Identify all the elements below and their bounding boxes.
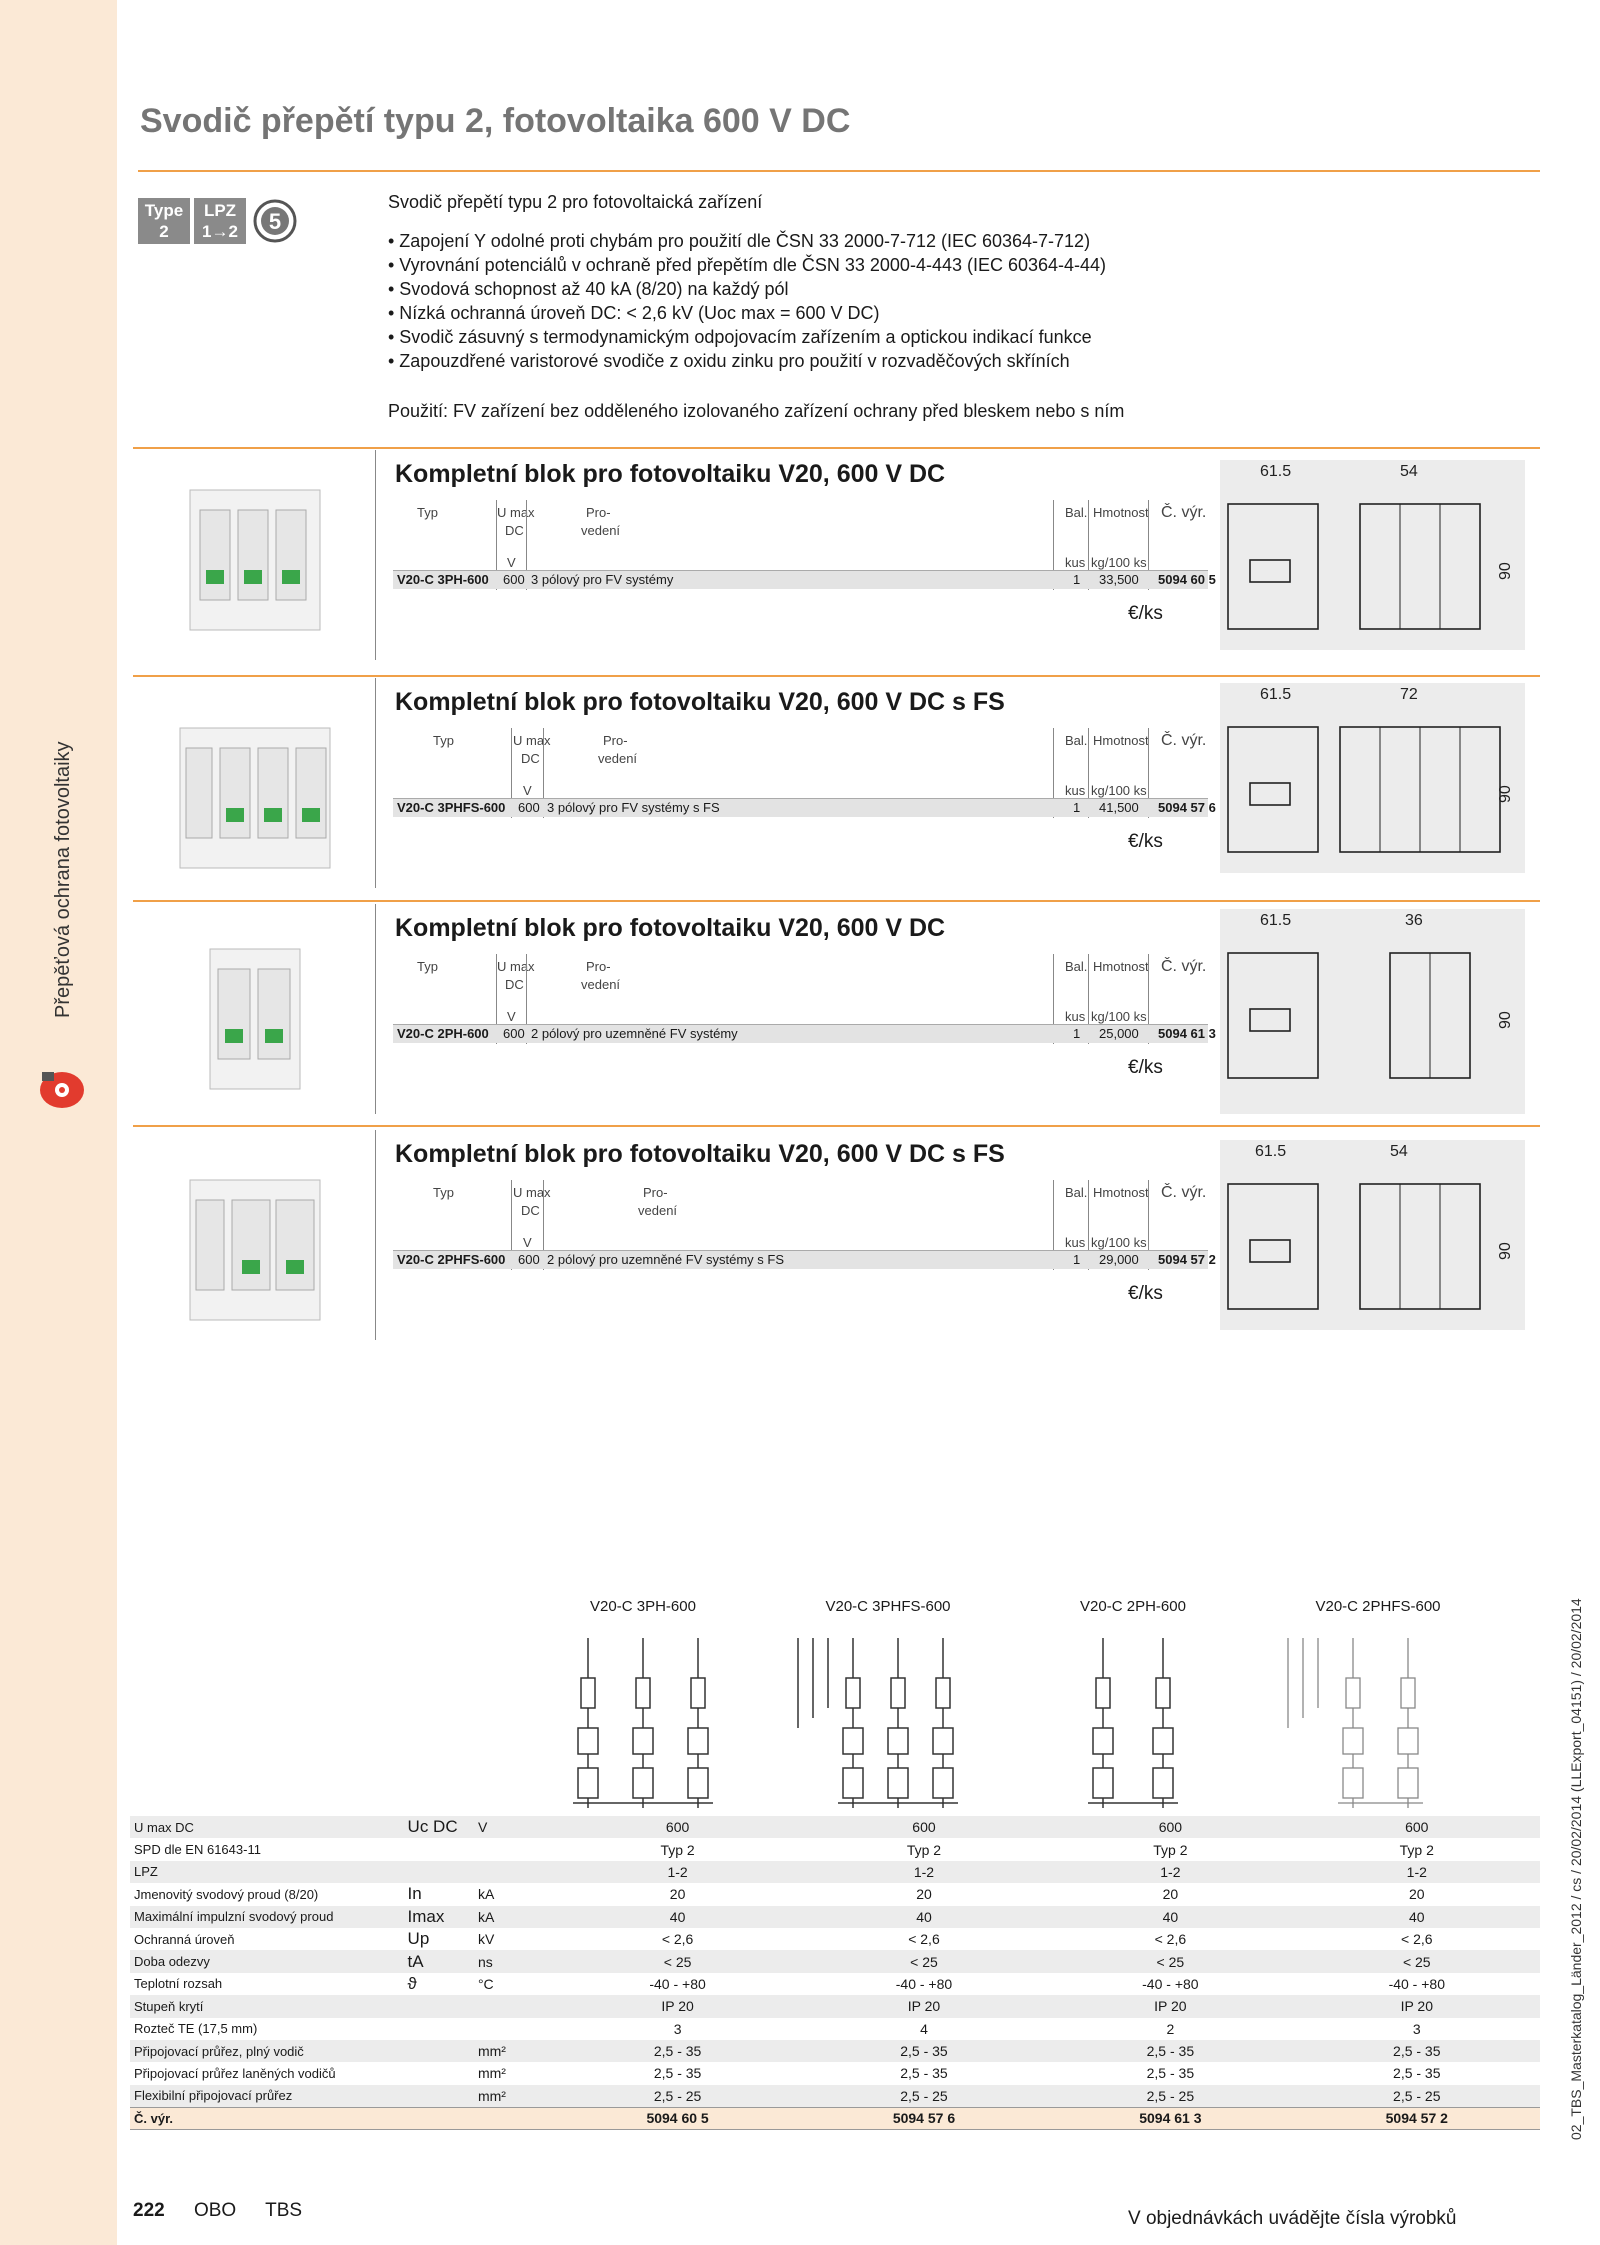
block-divider (375, 904, 376, 1114)
tech-unit: mm² (474, 2085, 554, 2107)
tech-value: 2,5 - 35 (1047, 2040, 1293, 2062)
spec-row (393, 1250, 1216, 1269)
type-badge-label: Type (144, 201, 184, 220)
row-type: V20-C 3PHFS-600 (397, 800, 506, 815)
price-unit: €/ks (1128, 1057, 1163, 1078)
tech-symbol (404, 2040, 474, 2062)
tech-value: Typ 2 (1153, 1841, 1188, 1858)
tech-unit (474, 1861, 554, 1883)
tech-value: 600 (1047, 1816, 1293, 1838)
tech-value: 2,5 - 35 (1146, 2065, 1195, 2082)
dimension-drawing (1220, 909, 1525, 1114)
tech-value: -40 - +80 (1388, 1975, 1445, 1992)
row-pack: 1 (1073, 1252, 1081, 1267)
tech-symbol: ϑ (407, 1973, 417, 1993)
side-strip (0, 0, 117, 2245)
intro-bullet: • Svodová schopnost až 40 kA (8/20) na každý pól (388, 279, 789, 299)
intro-bullet: • Vyrovnání potenciálů v ochraně před přepětím dle ČSN 33 2000-4-443 (IEC 60364-4-44) (388, 255, 1107, 275)
col-prov-2: vedení (581, 523, 621, 538)
col-prov: Pro- (603, 733, 628, 748)
schematic-title: V20-C 3PH-600 (590, 1598, 696, 1615)
footer-note: V objednávkách uvádějte čísla výrobků (1128, 2208, 1457, 2229)
tech-unit: V (474, 1816, 554, 1838)
col-umax: U max (497, 505, 535, 520)
row-weight: 29,000 (1099, 1252, 1139, 1267)
tech-unit: kA (474, 1906, 554, 1928)
spec-row (393, 570, 1216, 589)
tech-unit: mm² (477, 2065, 506, 2082)
dimension-drawing (1220, 683, 1525, 873)
row-type: V20-C 3PH-600 (397, 572, 489, 587)
dim-width: 54 (1390, 1143, 1408, 1160)
tech-value: IP 20 (801, 1995, 1047, 2017)
dim-width: 36 (1405, 912, 1423, 929)
tech-value: 2,5 - 35 (554, 2040, 800, 2062)
row-type: V20-C 2PH-600 (397, 1026, 489, 1041)
col-bal-unit: kus (1065, 1235, 1086, 1250)
row-design: 3 pólový pro FV systémy s FS (547, 800, 720, 815)
tech-value: 5094 57 6 (801, 2107, 1047, 2129)
tech-value: 600 (1294, 1816, 1540, 1838)
tech-value: 40 (801, 1906, 1047, 1928)
row-pack: 1 (1073, 800, 1081, 815)
tech-value: < 25 (554, 1950, 800, 1972)
tech-value: 2,5 - 35 (900, 2065, 948, 2082)
col-umax: U max (513, 733, 551, 748)
col-code: Č. výr. (1161, 958, 1207, 975)
tech-row (130, 1861, 1540, 1883)
product-rule (133, 675, 1540, 677)
tech-label: LPZ (130, 1861, 404, 1883)
dimension-drawing (1220, 460, 1525, 650)
tech-value: 600 (801, 1816, 1047, 1838)
row-design: 2 pólový pro uzemněné FV systémy (531, 1026, 738, 1041)
tech-value: -40 - +80 (1142, 1975, 1199, 1992)
block-divider (375, 450, 376, 660)
col-umax-unit: V (507, 1009, 516, 1024)
lpz-badge-label: LPZ (203, 201, 237, 220)
col-umax: U max (497, 959, 535, 974)
tech-value: 1-2 (554, 1861, 800, 1883)
product-photo (170, 708, 338, 884)
tech-row (130, 1883, 1540, 1905)
tech-value: IP 20 (1047, 1995, 1293, 2017)
dim-width: 54 (1400, 463, 1418, 480)
row-umax: 600 (518, 800, 540, 815)
dim-depth: 61.5 (1260, 686, 1292, 703)
tech-value: < 25 (1047, 1950, 1293, 1972)
row-weight: 25,000 (1099, 1026, 1139, 1041)
tech-value: < 2,6 (1401, 1931, 1433, 1948)
row-pack: 1 (1073, 572, 1081, 587)
footer (133, 2200, 326, 2222)
tech-row (130, 2062, 1540, 2084)
tech-unit (474, 1995, 554, 2017)
row-design: 3 pólový pro FV systémy (531, 572, 674, 587)
col-umax-unit: V (523, 783, 532, 798)
col-prov-2: vedení (581, 977, 621, 992)
tech-row (130, 1838, 1540, 1860)
tech-value: 20 (669, 1886, 686, 1903)
dimension-drawing (1220, 1140, 1525, 1330)
schematic-headers (130, 1598, 1540, 1818)
badges (138, 198, 300, 244)
tech-row (130, 1995, 1540, 2017)
page-number: 222 (133, 2200, 165, 2221)
tech-value: 4 (920, 2020, 928, 2037)
tech-row (130, 2040, 1540, 2062)
tech-label: Flexibilní připojovací průřez (130, 2085, 404, 2107)
col-bal: Bal. (1065, 505, 1088, 520)
tech-row (130, 2085, 1540, 2107)
col-weight-unit: kg/100 ks (1091, 555, 1147, 570)
product-block (375, 460, 1540, 670)
tech-value: < 2,6 (908, 1931, 940, 1948)
col-typ: Typ (417, 959, 438, 974)
tech-value: 2,5 - 25 (1294, 2085, 1540, 2107)
tech-label: SPD dle EN 61643-11 (134, 1842, 261, 1858)
spec-row (393, 1024, 1216, 1043)
tech-value: 5094 57 2 (1294, 2107, 1540, 2129)
row-umax: 600 (503, 1026, 525, 1041)
col-prov: Pro- (586, 505, 611, 520)
schematic-title: V20-C 3PHFS-600 (825, 1598, 951, 1615)
col-code: Č. výr. (1161, 1184, 1207, 1201)
tech-value: Typ 2 (906, 1841, 942, 1858)
tech-row (130, 2018, 1540, 2040)
product-block (375, 914, 1540, 1124)
tech-value: < 2,6 (661, 1931, 694, 1948)
row-code: 5094 61 3 (1158, 1026, 1216, 1041)
tech-value: 2,5 - 35 (1294, 2040, 1540, 2062)
tech-value: 20 (1162, 1886, 1179, 1903)
col-prov-2: vedení (638, 1203, 678, 1218)
col-typ: Typ (417, 505, 438, 520)
tech-symbol (404, 1861, 474, 1883)
tech-value: 1-2 (801, 1861, 1047, 1883)
tech-value: < 25 (801, 1950, 1047, 1972)
tech-unit: kA (477, 1886, 495, 1903)
schematic-title: V20-C 2PHFS-600 (1315, 1598, 1441, 1615)
tech-symbol: Uc DC (404, 1816, 474, 1838)
tech-value: 20 (916, 1886, 932, 1903)
tech-unit (474, 2107, 554, 2129)
tech-value: 5094 61 3 (1047, 2107, 1293, 2129)
tech-value: Typ 2 (1399, 1841, 1434, 1858)
tech-row (130, 1950, 1540, 1972)
tech-label: Jmenovitý svodový proud (8/20) (134, 1886, 319, 1902)
col-umax-dc: DC (505, 977, 524, 992)
tech-unit: °C (477, 1975, 494, 1992)
col-weight: Hmotnost (1093, 959, 1149, 974)
col-prov-2: vedení (598, 751, 638, 766)
intro-bullet: • Zapouzdřené varistorové svodiče z oxidu zinku pro použití v rozvaděčových skříních (388, 351, 1070, 371)
col-weight-unit: kg/100 ks (1091, 783, 1147, 798)
intro-bullet: • Svodič zásuvný s termodynamickým odpojovacím zařízením a optickou indikací funkce (388, 327, 1092, 347)
tech-value: Typ 2 (660, 1841, 695, 1858)
col-weight: Hmotnost (1093, 1185, 1149, 1200)
product-photo (170, 470, 338, 646)
col-umax-unit: V (507, 555, 516, 570)
tech-unit: kV (477, 1931, 495, 1948)
tech-row (130, 1816, 1540, 1838)
tech-symbol: Imax (404, 1906, 474, 1928)
tech-table (130, 1816, 1540, 2130)
dim-height: 90 (1497, 1011, 1514, 1029)
tech-value: 1-2 (1047, 1861, 1293, 1883)
tech-label: Rozteč TE (17,5 mm) (134, 2021, 258, 2037)
warranty-digit: 5 (268, 209, 282, 234)
tech-value: 2,5 - 25 (801, 2085, 1047, 2107)
tech-unit: ns (474, 1950, 554, 1972)
title-rule (138, 170, 1540, 172)
intro-bullet: • Nízká ochranná úroveň DC: < 2,6 kV (Uoc max = 600 V DC) (388, 303, 880, 323)
dim-height: 90 (1497, 1242, 1514, 1260)
tech-symbol (404, 2018, 474, 2040)
price-unit: €/ks (1128, 603, 1163, 624)
tech-label: Ochranná úroveň (134, 1931, 235, 1947)
product-photo (170, 1160, 338, 1336)
tech-label: Připojovací průřez, plný vodič (130, 2040, 404, 2062)
tech-symbol: In (407, 1884, 422, 1904)
tech-label: Č. výr. (130, 2107, 404, 2129)
product-title: Kompletní blok pro fotovoltaiku V20, 600 V DC s FS (395, 1140, 1005, 1168)
col-weight-unit: kg/100 ks (1091, 1235, 1147, 1250)
product-photo (170, 929, 338, 1105)
tech-row (130, 1906, 1540, 1928)
col-bal: Bal. (1065, 959, 1088, 974)
row-pack: 1 (1073, 1026, 1081, 1041)
product-block (375, 688, 1540, 898)
tech-value: 3 (1412, 2020, 1421, 2037)
tech-value: 3 (673, 2020, 682, 2037)
tech-value: 5094 60 5 (554, 2107, 800, 2129)
price-unit: €/ks (1128, 831, 1163, 852)
tech-value: 2,5 - 35 (1393, 2065, 1441, 2082)
tech-symbol (404, 2062, 474, 2084)
type-badge (138, 198, 190, 244)
tech-row (130, 2107, 1540, 2129)
product-title: Kompletní blok pro fotovoltaiku V20, 600 V DC s FS (395, 688, 1005, 716)
col-umax-unit: V (523, 1235, 532, 1250)
tech-symbol (404, 2107, 474, 2129)
tech-label: Připojovací průřez laněných vodičů (134, 2065, 336, 2081)
product-title: Kompletní blok pro fotovoltaiku V20, 600 V DC (395, 914, 946, 942)
dim-depth: 61.5 (1260, 463, 1292, 480)
tech-label: Doba odezvy (130, 1950, 404, 1972)
tech-value: 2,5 - 25 (554, 2085, 800, 2107)
dim-height: 90 (1497, 785, 1514, 803)
tech-label: Teplotní rozsah (134, 1976, 223, 1992)
tech-symbol (404, 1838, 474, 1860)
col-umax-dc: DC (521, 1203, 540, 1218)
tech-label: Stupeň krytí (130, 1995, 404, 2017)
tech-symbol (404, 1995, 474, 2017)
col-prov: Pro- (586, 959, 611, 974)
col-bal-unit: kus (1065, 555, 1086, 570)
col-weight: Hmotnost (1093, 733, 1149, 748)
dim-height: 90 (1497, 562, 1514, 580)
circuit-schematic (1023, 1618, 1243, 1808)
row-umax: 600 (503, 572, 525, 587)
tech-value: IP 20 (554, 1995, 800, 2017)
tech-value: 2,5 - 25 (1047, 2085, 1293, 2107)
warranty-seal-icon (250, 198, 300, 244)
lpz-badge-value: 1→2 (202, 222, 238, 241)
page-title: Svodič přepětí typu 2, fotovoltaika 600 V DC (140, 102, 851, 140)
tech-symbol: Up (407, 1929, 430, 1949)
price-unit: €/ks (1128, 1283, 1163, 1304)
intro (388, 190, 1106, 373)
circuit-schematic (1268, 1618, 1488, 1808)
tech-value: -40 - +80 (895, 1975, 953, 1992)
col-umax: U max (513, 1185, 551, 1200)
col-bal: Bal. (1065, 1185, 1088, 1200)
section-icon (34, 1062, 90, 1112)
col-weight: Hmotnost (1093, 505, 1149, 520)
product-title: Kompletní blok pro fotovoltaiku V20, 600 V DC (395, 460, 946, 488)
tech-row (130, 1973, 1540, 1995)
col-code: Č. výr. (1161, 504, 1207, 521)
tech-value: 40 (554, 1906, 800, 1928)
tech-symbol (404, 2085, 474, 2107)
tech-value: 600 (554, 1816, 800, 1838)
col-typ: Typ (433, 1185, 454, 1200)
document-code: 02_TBS_Masterkatalog_Länder_2012 / cs / 20/02/2014 (LLExport_04151) / 20/02/2014 (1568, 1598, 1584, 2140)
usage-text: Použití: FV zařízení bez odděleného izolovaného zařízení ochrany před bleskem nebo s ním (388, 401, 1125, 421)
row-code: 5094 57 2 (1158, 1252, 1216, 1267)
circuit-schematic (533, 1618, 753, 1808)
tech-value: < 2,6 (1154, 1931, 1187, 1948)
col-bal: Bal. (1065, 733, 1088, 748)
tech-unit: mm² (474, 2040, 554, 2062)
tech-label: Maximální impulzní svodový proud (130, 1906, 404, 1928)
type-badge-value: 2 (159, 222, 169, 241)
product-block (375, 1140, 1540, 1350)
block-divider (375, 1130, 376, 1340)
tech-row (130, 1928, 1540, 1950)
tech-value: 2,5 - 35 (653, 2065, 702, 2082)
tech-unit (474, 2018, 554, 2040)
tech-label: U max DC (130, 1816, 404, 1838)
tech-value: -40 - +80 (649, 1975, 706, 1992)
schematic-title: V20-C 2PH-600 (1080, 1598, 1186, 1615)
block-divider (375, 678, 376, 888)
tech-value: 40 (1294, 1906, 1540, 1928)
col-umax-dc: DC (505, 523, 524, 538)
col-prov: Pro- (643, 1185, 668, 1200)
lpz-badge (194, 198, 246, 244)
row-type: V20-C 2PHFS-600 (397, 1252, 506, 1267)
spec-row (393, 798, 1216, 817)
tech-value: 2,5 - 35 (801, 2040, 1047, 2062)
dim-width: 72 (1400, 686, 1418, 703)
row-umax: 600 (518, 1252, 540, 1267)
intro-lead: Svodič přepětí typu 2 pro fotovoltaická zařízení (388, 192, 763, 212)
tech-value: 40 (1047, 1906, 1293, 1928)
footer-brand: OBO (193, 2200, 237, 2221)
tech-unit (474, 1838, 554, 1860)
product-rule (133, 1125, 1540, 1127)
tech-value: < 25 (1294, 1950, 1540, 1972)
row-weight: 33,500 (1099, 572, 1139, 587)
col-typ: Typ (433, 733, 454, 748)
row-weight: 41,500 (1099, 800, 1139, 815)
tech-value: 1-2 (1294, 1861, 1540, 1883)
product-rule (133, 900, 1540, 902)
side-section-label: Přepěťová ochrana fotovoltaiky (52, 741, 74, 1018)
col-bal-unit: kus (1065, 1009, 1086, 1024)
col-bal-unit: kus (1065, 783, 1086, 798)
footer-section: TBS (265, 2200, 303, 2221)
row-code: 5094 57 6 (1158, 800, 1216, 815)
row-code: 5094 60 5 (1158, 572, 1216, 587)
intro-bullet: • Zapojení Y odolné proti chybám pro použití dle ČSN 33 2000-7-712 (IEC 60364-7-712) (388, 231, 1091, 251)
dim-depth: 61.5 (1255, 1143, 1287, 1160)
tech-symbol: tA (404, 1950, 474, 1972)
col-weight-unit: kg/100 ks (1091, 1009, 1147, 1024)
tech-value: 2 (1166, 2020, 1175, 2037)
dim-depth: 61.5 (1260, 912, 1292, 929)
product-rule (133, 447, 1540, 449)
tech-value: IP 20 (1294, 1995, 1540, 2017)
row-design: 2 pólový pro uzemněné FV systémy s FS (547, 1252, 784, 1267)
circuit-schematic (778, 1618, 998, 1808)
tech-value: 20 (1408, 1886, 1425, 1903)
col-umax-dc: DC (521, 751, 540, 766)
col-code: Č. výr. (1161, 732, 1207, 749)
